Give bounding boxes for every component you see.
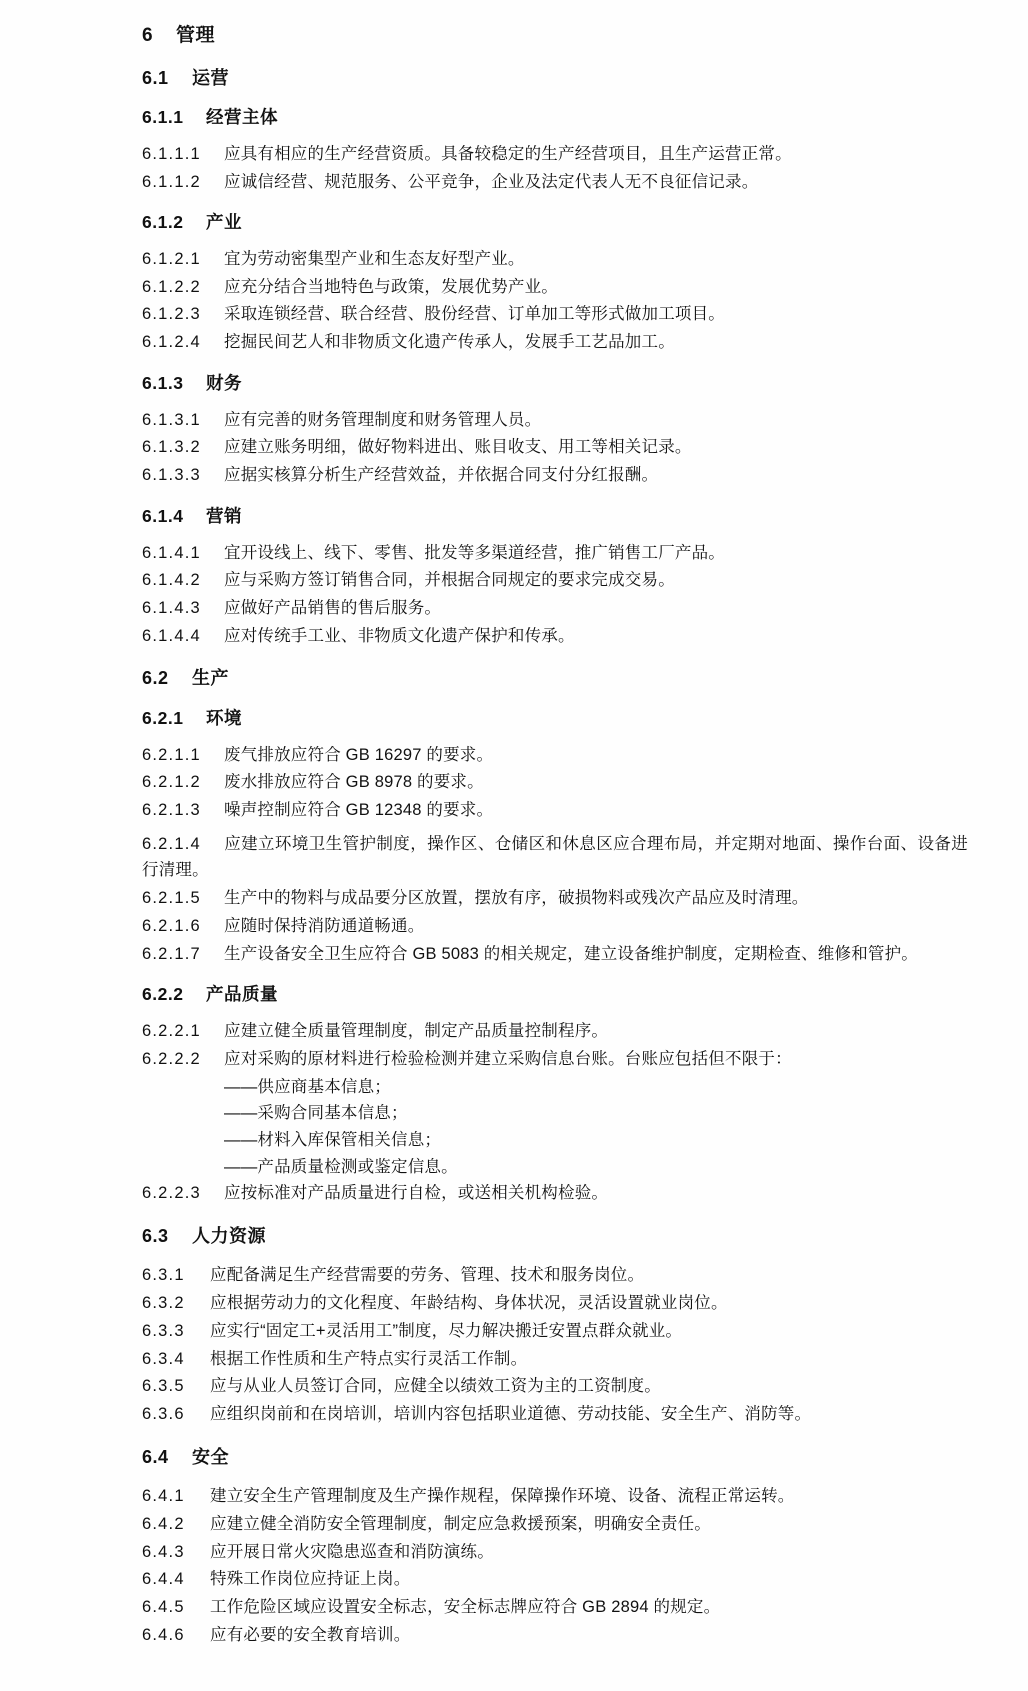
clause-number: 6.3.5 bbox=[142, 1377, 185, 1396]
group-number: 6.1.3 bbox=[142, 372, 184, 393]
clause-6-3-3 bbox=[142, 1318, 968, 1345]
clause-6-2-1-4 bbox=[142, 831, 968, 884]
clause-text: 应与从业人员签订合同，应健全以绩效工资为主的工资制度。 bbox=[210, 1377, 661, 1396]
clause-6-1-3-2 bbox=[142, 434, 968, 461]
group-number: 6.1.4 bbox=[142, 505, 184, 526]
clause-text: 应随时保持消防通道畅通。 bbox=[224, 916, 425, 935]
clause-number: 6.4.4 bbox=[142, 1570, 185, 1589]
clause-group bbox=[142, 1483, 968, 1648]
clause-number: 6.2.1.5 bbox=[142, 889, 201, 908]
clause-6-4-6 bbox=[142, 1622, 968, 1649]
clause-number: 6.2.2.2 bbox=[142, 1049, 201, 1068]
clause-group bbox=[142, 1018, 968, 1207]
clause-6-4-4 bbox=[142, 1566, 968, 1593]
clause-text: 应与采购方签订销售合同，并根据合同规定的要求完成交易。 bbox=[224, 571, 675, 590]
subsection-heading-6-4 bbox=[142, 1446, 968, 1469]
clause-group bbox=[142, 407, 968, 489]
clause-6-3-6 bbox=[142, 1401, 968, 1428]
subsection-number: 6.1 bbox=[142, 67, 169, 88]
clause-number: 6.4.3 bbox=[142, 1542, 185, 1561]
section-title: 管理 bbox=[176, 25, 216, 46]
clause-number: 6.3.3 bbox=[142, 1321, 185, 1340]
section-heading-6 bbox=[142, 24, 968, 49]
clause-text: 应组织岗前和在岗培训，培训内容包括职业道德、劳动技能、安全生产、消防等。 bbox=[210, 1405, 812, 1424]
clause-text: 应具有相应的生产经营资质。具备较稳定的生产经营项目，且生产运营正常。 bbox=[224, 144, 792, 163]
clause-number: 6.4.5 bbox=[142, 1598, 185, 1617]
group-title: 经营主体 bbox=[206, 107, 278, 128]
subsection-heading-6-3 bbox=[142, 1225, 968, 1248]
clause-group bbox=[142, 1262, 968, 1427]
group-number: 6.2.2 bbox=[142, 984, 184, 1005]
clause-number: 6.2.1.4 bbox=[142, 834, 201, 853]
clause-text: 宜为劳动密集型产业和生态友好型产业。 bbox=[224, 250, 525, 269]
group-number: 6.1.1 bbox=[142, 107, 184, 128]
list-item: ——供应商基本信息； bbox=[224, 1077, 391, 1096]
section-number: 6 bbox=[142, 25, 154, 46]
subsection-number: 6.4 bbox=[142, 1446, 169, 1467]
clause-number: 6.4.1 bbox=[142, 1487, 185, 1506]
clause-number: 6.2.2.1 bbox=[142, 1022, 201, 1041]
subsection-title: 人力资源 bbox=[192, 1226, 266, 1247]
clause-number: 6.1.4.1 bbox=[142, 543, 201, 562]
clause-6-2-2-1 bbox=[142, 1018, 968, 1045]
clause-text: 废气排放应符合 GB 16297 的要求。 bbox=[224, 745, 494, 764]
group-number: 6.1.2 bbox=[142, 212, 184, 233]
clause-number: 6.3.2 bbox=[142, 1294, 185, 1313]
clause-text: 噪声控制应符合 GB 12348 的要求。 bbox=[224, 801, 494, 819]
clause-text: 应建立账务明细，做好物料进出、账目收支、用工等相关记录。 bbox=[224, 438, 692, 457]
clause-6-1-3-1 bbox=[142, 407, 968, 434]
clause-6-3-1 bbox=[142, 1262, 968, 1289]
subsection-heading-6-1 bbox=[142, 67, 968, 90]
clause-group bbox=[142, 540, 968, 650]
clause-number: 6.1.1.2 bbox=[142, 172, 201, 191]
clause-6-1-4-4 bbox=[142, 623, 968, 650]
clause-6-1-4-1 bbox=[142, 540, 968, 567]
clause-6-1-4-3 bbox=[142, 595, 968, 622]
clause-6-2-1-3 bbox=[142, 797, 968, 824]
clause-number: 6.1.3.1 bbox=[142, 410, 201, 429]
clause-number: 6.2.2.3 bbox=[142, 1184, 201, 1203]
clause-number: 6.3.1 bbox=[142, 1266, 185, 1285]
clause-6-2-1-7 bbox=[142, 941, 968, 968]
clause-text: 应有必要的安全教育培训。 bbox=[210, 1625, 411, 1644]
clause-text: 应有完善的财务管理制度和财务管理人员。 bbox=[224, 410, 542, 429]
clause-6-2-1-2 bbox=[142, 769, 968, 796]
subsection-number: 6.2 bbox=[142, 668, 169, 689]
clause-number: 6.1.3.3 bbox=[142, 466, 201, 485]
clause-text: 生产设备安全卫生应符合 GB 5083 的相关规定，建立设备维护制度，定期检查、维修和管护。 bbox=[224, 944, 918, 963]
clause-number: 6.1.4.4 bbox=[142, 626, 201, 645]
list-item: ——产品质量检测或鉴定信息。 bbox=[224, 1157, 458, 1176]
clause-6-4-5 bbox=[142, 1594, 968, 1621]
clause-text: 生产中的物料与成品要分区放置，摆放有序，破损物料或残次产品应及时清理。 bbox=[224, 889, 809, 908]
list-item: ——材料入库保管相关信息； bbox=[224, 1130, 442, 1149]
clause-number: 6.1.2.2 bbox=[142, 277, 201, 296]
clause-text: 应对传统手工业、非物质文化遗产保护和传承。 bbox=[224, 626, 575, 645]
group-title: 产品质量 bbox=[206, 984, 278, 1005]
group-heading-6-2-1 bbox=[142, 707, 968, 730]
clause-number: 6.4.6 bbox=[142, 1625, 185, 1644]
group-title: 环境 bbox=[206, 707, 242, 728]
clause-6-3-5 bbox=[142, 1373, 968, 1400]
clause-text: 应对采购的原材料进行检验检测并建立采购信息台账。台账应包括但不限于： bbox=[224, 1049, 792, 1068]
clause-6-4-2 bbox=[142, 1511, 968, 1538]
clause-number: 6.1.2.4 bbox=[142, 333, 201, 352]
group-heading-6-1-2 bbox=[142, 211, 968, 234]
group-heading-6-1-1 bbox=[142, 106, 968, 129]
clause-6-1-2-4 bbox=[142, 329, 968, 356]
clause-text: 应建立环境卫生管护制度，操作区、仓储区和休息区应合理布局，并定期对地面、操作台面、设备进行清理。 bbox=[142, 834, 968, 880]
clause-text: 应诚信经营、规范服务、公平竞争，企业及法定代表人无不良征信记录。 bbox=[224, 172, 759, 191]
clause-text: 应实行“固定工+灵活用工”制度，尽力解决搬迁安置点群众就业。 bbox=[210, 1321, 683, 1340]
group-heading-6-1-3 bbox=[142, 372, 968, 395]
clause-6-3-4 bbox=[142, 1346, 968, 1373]
clause-text: 应充分结合当地特色与政策，发展优势产业。 bbox=[224, 277, 558, 296]
clause-group bbox=[142, 141, 968, 195]
subsection-number: 6.3 bbox=[142, 1226, 169, 1247]
group-title: 产业 bbox=[206, 212, 242, 233]
clause-6-2-2-2 bbox=[142, 1046, 968, 1073]
clause-6-2-1-6 bbox=[142, 913, 968, 940]
clause-text: 工作危险区域应设置安全标志，安全标志牌应符合 GB 2894 的规定。 bbox=[210, 1598, 721, 1617]
clause-number: 6.1.4.2 bbox=[142, 571, 201, 590]
clause-6-1-3-3 bbox=[142, 462, 968, 489]
clause-6-1-1-2 bbox=[142, 169, 968, 196]
clause-text: 宜开设线上、线下、零售、批发等多渠道经营，推广销售工厂产品。 bbox=[224, 543, 725, 562]
group-title: 营销 bbox=[206, 505, 242, 526]
clause-number: 6.2.1.1 bbox=[142, 745, 201, 764]
group-heading-6-1-4 bbox=[142, 505, 968, 528]
clause-number: 6.1.1.1 bbox=[142, 144, 201, 163]
clause-6-3-2 bbox=[142, 1290, 968, 1317]
clause-6-1-2-2 bbox=[142, 274, 968, 301]
clause-text: 采取连锁经营、联合经营、股份经营、订单加工等形式做加工项目。 bbox=[224, 305, 725, 324]
clause-number: 6.2.1.3 bbox=[142, 801, 201, 819]
clause-text: 应配备满足生产经营需要的劳务、管理、技术和服务岗位。 bbox=[210, 1266, 645, 1285]
clause-text: 应据实核算分析生产经营效益，并依据合同支付分红报酬。 bbox=[224, 466, 659, 485]
clause-text: 建立安全生产管理制度及生产操作规程，保障操作环境、设备、流程正常运转。 bbox=[210, 1487, 795, 1506]
clause-group bbox=[142, 742, 968, 968]
clause-number: 6.1.4.3 bbox=[142, 598, 201, 617]
subsection-title: 运营 bbox=[192, 67, 229, 88]
dash-list bbox=[142, 1074, 968, 1181]
clause-6-1-4-2 bbox=[142, 567, 968, 594]
clause-number: 6.1.2.1 bbox=[142, 250, 201, 269]
clause-number: 6.4.2 bbox=[142, 1514, 185, 1533]
subsection-title: 生产 bbox=[192, 668, 229, 689]
subsection-title: 安全 bbox=[192, 1446, 229, 1467]
clause-text: 应根据劳动力的文化程度、年龄结构、身体状况，灵活设置就业岗位。 bbox=[210, 1294, 728, 1313]
clause-text: 应建立健全质量管理制度，制定产品质量控制程序。 bbox=[224, 1022, 609, 1041]
clause-6-1-2-3 bbox=[142, 301, 968, 328]
clause-text: 应按标准对产品质量进行自检，或送相关机构检验。 bbox=[224, 1184, 609, 1203]
clause-text: 根据工作性质和生产特点实行灵活工作制。 bbox=[210, 1349, 528, 1368]
list-item: ——采购合同基本信息； bbox=[224, 1104, 408, 1123]
group-number: 6.2.1 bbox=[142, 707, 184, 728]
clause-text: 废水排放应符合 GB 8978 的要求。 bbox=[224, 773, 484, 792]
clause-number: 6.2.1.7 bbox=[142, 944, 201, 963]
clause-text: 特殊工作岗位应持证上岗。 bbox=[210, 1570, 411, 1589]
group-title: 财务 bbox=[206, 372, 242, 393]
subsection-heading-6-2 bbox=[142, 667, 968, 690]
clause-6-2-2-3 bbox=[142, 1180, 968, 1207]
clause-6-2-1-1 bbox=[142, 742, 968, 769]
clause-6-2-1-5 bbox=[142, 885, 968, 912]
clause-number: 6.1.2.3 bbox=[142, 305, 201, 324]
clause-number: 6.3.6 bbox=[142, 1405, 185, 1424]
clause-text: 应做好产品销售的售后服务。 bbox=[224, 598, 442, 617]
clause-number: 6.3.4 bbox=[142, 1349, 185, 1368]
clause-group bbox=[142, 246, 968, 356]
clause-6-1-2-1 bbox=[142, 246, 968, 273]
clause-number: 6.1.3.2 bbox=[142, 438, 201, 457]
clause-text: 挖掘民间艺人和非物质文化遗产传承人，发展手工艺品加工。 bbox=[224, 333, 675, 352]
clause-6-4-1 bbox=[142, 1483, 968, 1510]
clause-number: 6.2.1.6 bbox=[142, 916, 201, 935]
group-heading-6-2-2 bbox=[142, 983, 968, 1006]
clause-6-4-3 bbox=[142, 1539, 968, 1566]
clause-number: 6.2.1.2 bbox=[142, 773, 201, 792]
clause-text: 应建立健全消防安全管理制度，制定应急救援预案，明确安全责任。 bbox=[210, 1514, 711, 1533]
clause-text: 应开展日常火灾隐患巡查和消防演练。 bbox=[210, 1542, 494, 1561]
clause-6-1-1-1 bbox=[142, 141, 968, 168]
